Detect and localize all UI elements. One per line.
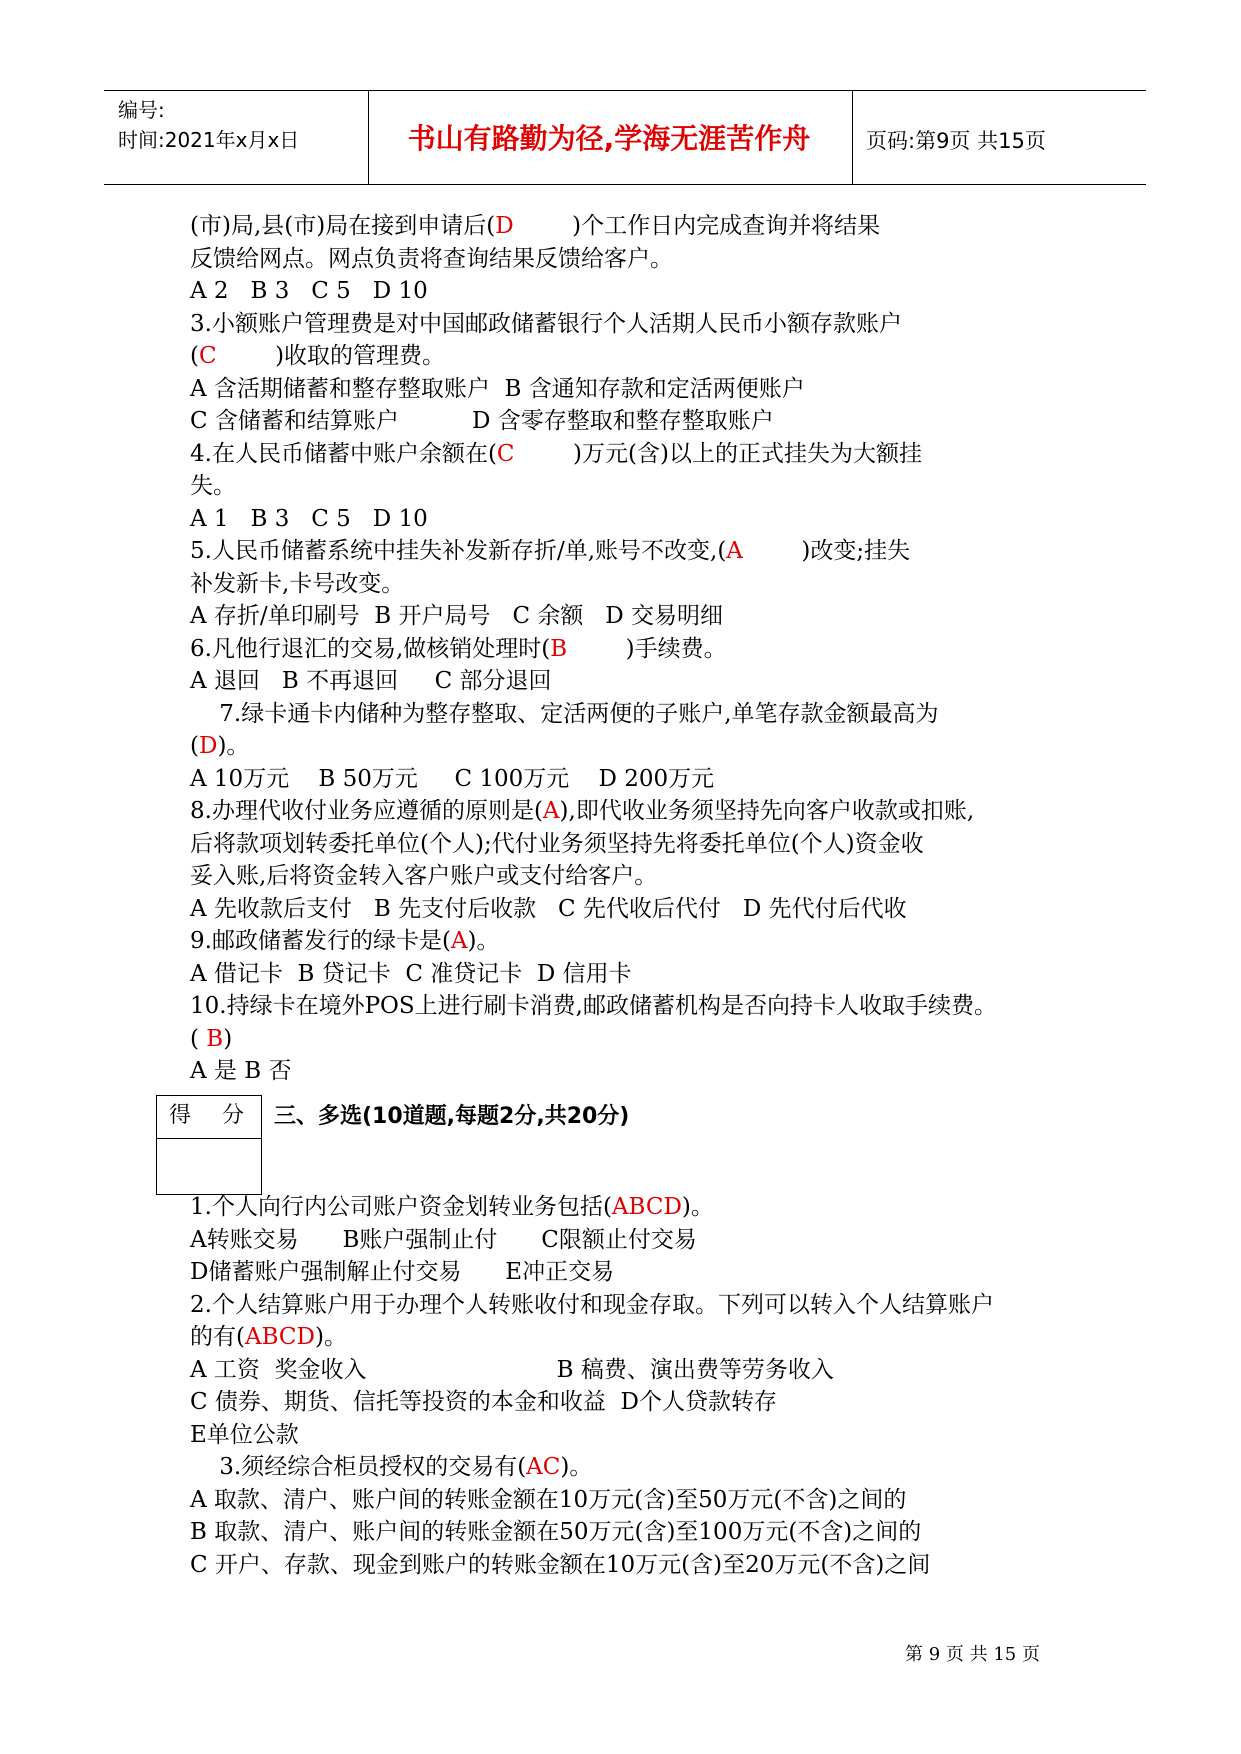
text-line (190, 503, 1065, 536)
text-line (190, 1055, 1065, 1088)
text-line (190, 470, 1065, 503)
text-line (190, 1451, 1065, 1484)
text-line (190, 1321, 1065, 1354)
line-text: )。 (314, 1324, 347, 1350)
text-line (190, 1354, 1065, 1387)
line-text: 妥入账,后将资金转入客户账户或支付给客户。 (190, 863, 658, 889)
text-line (190, 373, 1065, 406)
line-text: A 借记卡 B 贷记卡 C 准贷记卡 D 信用卡 (190, 960, 632, 987)
text-line (190, 1191, 1065, 1224)
answer-text: B (206, 1025, 224, 1052)
answer-text: ABCD (611, 1194, 682, 1220)
doc-time-label: 时间:2021年x月x日 (118, 128, 300, 152)
line-text: )。 (467, 928, 500, 954)
line-text: )收取的管理费。 (216, 343, 446, 369)
text-line (190, 210, 1065, 243)
question-block-multi (190, 1191, 1065, 1581)
text-line (190, 438, 1065, 471)
line-text: A 1 B 3 C 5 D 10 (190, 505, 428, 532)
text-line (190, 828, 1065, 861)
line-text: E单位公款 (190, 1421, 299, 1448)
text-line (190, 893, 1065, 926)
line-text: 10.持绿卡在境外POS上进行刷卡消费,邮政储蓄机构是否向持卡人收取手续费。 (190, 993, 997, 1019)
text-line (190, 1419, 1065, 1452)
answer-text: C (198, 343, 217, 369)
line-text: A 退回 B 不再退回 C 部分退回 (190, 668, 552, 694)
text-line (190, 665, 1065, 698)
header-meta (118, 95, 299, 155)
text-line (190, 698, 1065, 731)
page-footer: 第 9 页 共 15 页 (905, 1644, 1040, 1665)
text-line (190, 730, 1065, 763)
text-line (190, 600, 1065, 633)
text-line (190, 1256, 1065, 1289)
text-line (190, 308, 1065, 341)
line-text: A 含活期储蓄和整存整取账户 B 含通知存款和定活两便账户 (190, 375, 805, 402)
header-divider (852, 91, 853, 184)
line-text: ),即代收业务须坚持先向客户收款或扣账, (559, 798, 975, 824)
line-text: 的有( (190, 1324, 245, 1350)
section-title: 三、多选(10道题,每题2分,共20分) (274, 1104, 630, 1129)
header-page-label: 页码:第9页 共15页 (866, 129, 1046, 153)
line-text: C 债券、期货、信托等投资的本金和收益 D个人贷款转存 (190, 1389, 777, 1415)
text-line (190, 795, 1065, 828)
text-line (190, 1484, 1065, 1517)
answer-text: A (542, 798, 560, 824)
line-text: 2.个人结算账户用于办理个人转账收付和现金存取。下列可以转入个人结算账户 (190, 1291, 994, 1318)
text-line (190, 1386, 1065, 1419)
line-text: (市)局,县(市)局在接到申请后( (190, 213, 496, 239)
line-text: A 2 B 3 C 5 D 10 (190, 278, 428, 304)
text-line (190, 1516, 1065, 1549)
line-text: ( (190, 1025, 207, 1052)
line-text: 反馈给网点。网点负责将查询结果反馈给客户。 (190, 245, 673, 272)
line-text: 补发新卡,卡号改变。 (190, 570, 405, 597)
answer-text: ABCD (244, 1324, 315, 1350)
line-text: 3.须经综合柜员授权的交易有( (190, 1454, 527, 1480)
text-line (190, 1224, 1065, 1257)
line-text: A 是 B 否 (190, 1058, 292, 1084)
text-line (190, 925, 1065, 958)
line-text: 6.凡他行退汇的交易,做核销处理时( (190, 635, 551, 662)
answer-text: D (495, 213, 514, 239)
line-text: 3.小额账户管理费是对中国邮政储蓄银行个人活期人民币小额存款账户 (190, 310, 902, 337)
answer-text: C (496, 440, 515, 467)
line-text: B 取款、清户、账户间的转账金额在50万元(含)至100万元(不含)之间的 (190, 1519, 922, 1545)
line-text: C 含储蓄和结算账户 D 含零存整取和整存整取账户 (190, 408, 774, 434)
answer-text: B (550, 635, 568, 662)
question-block-single (190, 210, 1065, 1088)
line-text: 5.人民币储蓄系统中挂失补发新存折/单,账号不改变,( (190, 538, 727, 564)
line-text: )万元(含)以上的正式挂失为大额挂 (514, 440, 922, 467)
line-text: A 10万元 B 50万元 C 100万元 D 200万元 (190, 765, 715, 792)
line-text: )。 (217, 733, 250, 759)
text-line (190, 275, 1065, 308)
line-text: )改变;挂失 (742, 538, 911, 564)
line-text: A 存折/单印刷号 B 开户局号 C 余额 D 交易明细 (190, 603, 724, 629)
text-line (190, 990, 1065, 1023)
text-line (190, 763, 1065, 796)
line-text: 8.办理代收付业务应遵循的原则是( (190, 798, 543, 824)
answer-text: A (726, 538, 743, 564)
line-text: ( (190, 343, 199, 369)
text-line (190, 243, 1065, 276)
line-text: A 工资 奖金收入 B 稿费、演出费等劳务收入 (190, 1356, 834, 1383)
text-line (190, 535, 1065, 568)
text-line (190, 1289, 1065, 1322)
answer-text: A (450, 928, 468, 954)
line-text: 1.个人向行内公司账户资金划转业务包括( (190, 1194, 612, 1220)
header-motto: 书山有路勤为径,学海无涯苦作舟 (407, 122, 811, 155)
line-text: A 取款、清户、账户间的转账金额在10万元(含)至50万元(不含)之间的 (190, 1486, 907, 1513)
text-line (190, 405, 1065, 438)
line-text: )。 (681, 1194, 714, 1220)
text-line (190, 568, 1065, 601)
text-line (190, 633, 1065, 666)
header-table (104, 90, 1146, 185)
line-text: 4.在人民币储蓄中账户余额在( (190, 440, 497, 467)
line-text: 失。 (190, 473, 236, 499)
line-text: C 开户、存款、现金到账户的转账金额在10万元(含)至20万元(不含)之间 (190, 1551, 931, 1578)
score-label: 得 分 (157, 1096, 261, 1139)
answer-text: AC (526, 1454, 561, 1480)
text-line (190, 340, 1065, 373)
text-line (190, 1549, 1065, 1582)
line-text: 7.绿卡通卡内储种为整存整取、定活两便的子账户,单笔存款金额最高为 (190, 700, 939, 727)
score-box (156, 1095, 262, 1195)
line-text: A 先收款后支付 B 先支付后收款 C 先代收后代付 D 先代付后代收 (190, 895, 907, 922)
doc-number-label: 编号: (118, 98, 165, 122)
text-line (190, 958, 1065, 991)
line-text: D储蓄账户强制解止付交易 E冲正交易 (190, 1259, 615, 1285)
text-line (190, 860, 1065, 893)
text-line (190, 1023, 1065, 1056)
answer-text: D (198, 733, 218, 759)
line-text: )个工作日内完成查询并将结果 (513, 213, 881, 239)
line-text: )。 (560, 1454, 593, 1480)
line-text: 后将款项划转委托单位(个人);代付业务须坚持先将委托单位(个人)资金收 (190, 830, 924, 857)
line-text: 9.邮政储蓄发行的绿卡是( (190, 928, 451, 954)
line-text: )手续费。 (567, 635, 727, 662)
line-text: A转账交易 B账户强制止付 C限额止付交易 (190, 1226, 697, 1253)
line-text: ( (190, 733, 199, 759)
line-text: ) (223, 1025, 233, 1052)
